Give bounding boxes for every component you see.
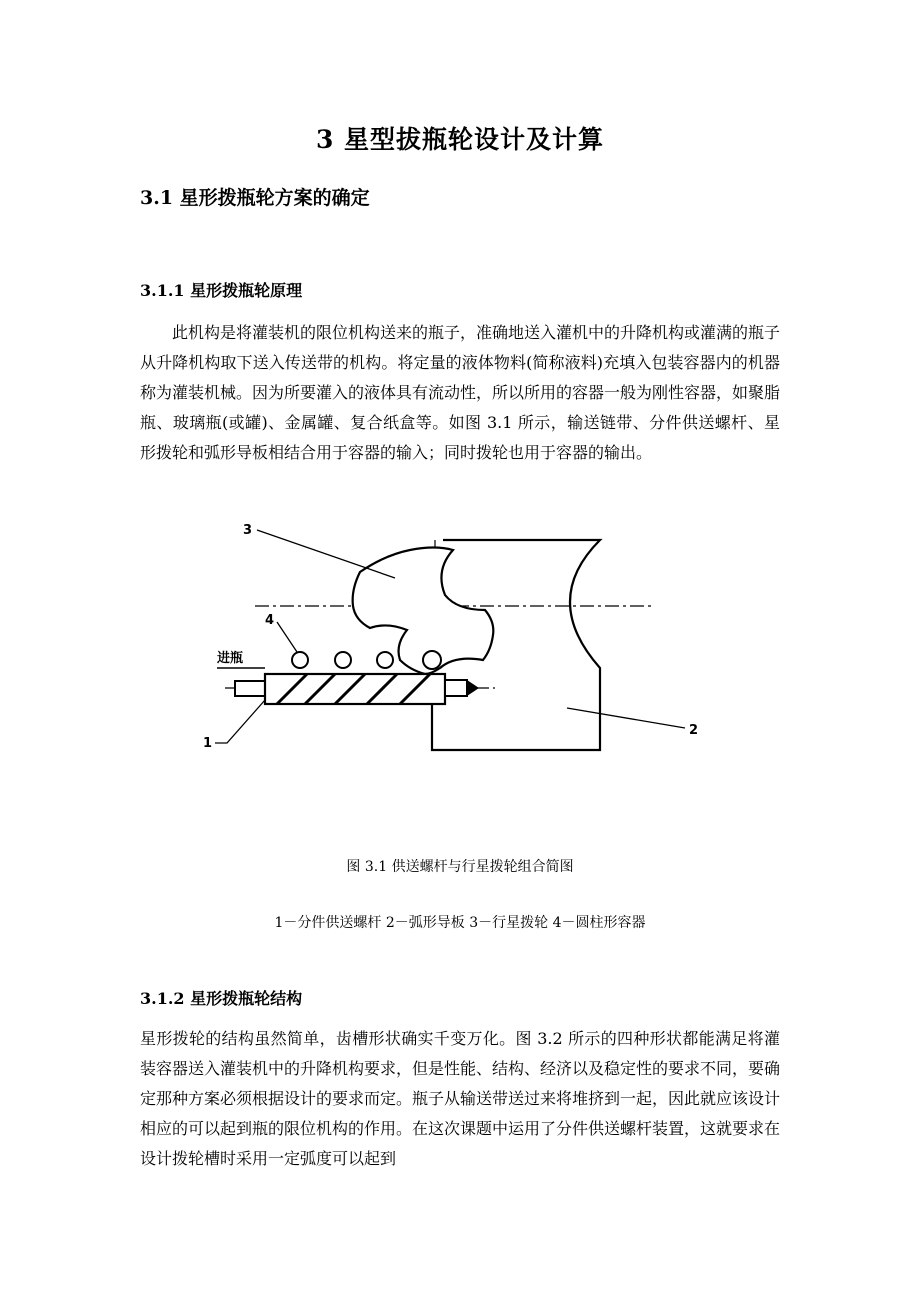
section-heading-3-1-2: 3.1.2 星形拨瓶轮结构 [140, 989, 303, 1008]
leader-line-4 [277, 622, 297, 652]
label-1: 1 [203, 736, 213, 751]
label-4: 4 [265, 613, 275, 628]
shaft-right-end [445, 680, 467, 696]
page-title: 3 星型拔瓶轮设计及计算 [315, 125, 605, 154]
leader-line-3 [257, 530, 395, 578]
figure-caption: 图 3.1 供送螺杆与行星拨轮组合简图 [346, 859, 574, 875]
paragraph-principle: 此机构是将灌装机的限位机构送来的瓶子，准确地送入灌机中的升降机构或灌满的瓶子从升降机构取下送入传送带的机构。将定量的液体物料(简称液料)充填入包装容器内的机器称为灌装机械。因为所要灌入的液体具有流动性，所以所用的容器一般为刚性容器，如聚脂瓶、玻璃瓶(或罐)、金属罐、复合纸盒等。如图 3.1 所示，输送链带、分件供送螺杆、星形拨轮和弧形导板相结合用于容器的输入；同时拨轮也用于容器的输出。 [140, 323, 781, 462]
bottle-3 [377, 652, 393, 668]
label-2: 2 [689, 723, 699, 738]
bottle-2 [335, 652, 351, 668]
section-heading-3-1-1: 3.1.1 星形拨瓶轮原理 [140, 281, 303, 300]
bottle-4 [423, 651, 441, 669]
label-3: 3 [243, 523, 253, 538]
paragraph-structure: 星形拨轮的结构虽然简单，齿槽形状确实千变万化。图 3.2 所示的四种形状都能满足将灌装容器送入灌装机中的升降机构要求，但是性能、结构、经济以及稳定性的要求不同，要确定那种方案必须根据设计的要求而定。瓶子从输送带送过来将堆挤到一起，因此就应该设计相应的可以起到瓶的限位机构的作用。在这次课题中运用了分件供送螺杆装置，这就要求在设计拨轮槽时采用一定弧度可以起到 [140, 1029, 781, 1168]
leader-line-2 [567, 708, 685, 728]
star-wheel [353, 548, 494, 675]
shaft-right-tip [467, 680, 479, 696]
section-heading-3-1: 3.1 星形拨瓶轮方案的确定 [140, 187, 370, 209]
figure-3-1-diagram [195, 510, 725, 770]
bottle-1 [292, 652, 308, 668]
screw-starwheel-diagram [195, 510, 725, 770]
leader-line-1 [215, 700, 265, 743]
shaft-left-end [235, 681, 265, 696]
label-inlet: 进瓶 [217, 651, 244, 666]
figure-legend: 1－分件供送螺杆 2－弧形导板 3－行星拨轮 4－圆柱形容器 [274, 915, 646, 931]
